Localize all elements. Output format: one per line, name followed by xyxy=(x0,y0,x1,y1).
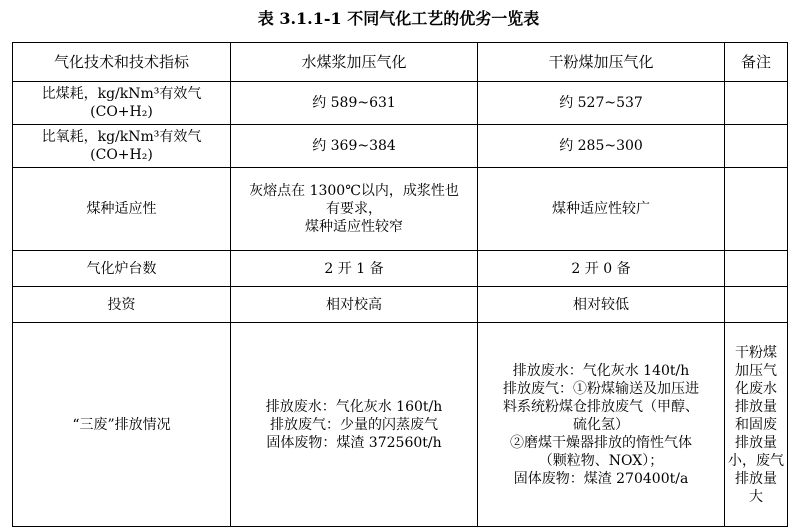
cell-water-slurry: 灰熔点在 1300℃以内，成浆性也 有要求， 煤种适应性较窄 xyxy=(231,168,478,251)
comparison-table xyxy=(12,42,788,527)
row-label: “三废”排放情况 xyxy=(13,323,231,527)
row-label: 比氧耗，kg/kNm³有效气 (CO+H₂) xyxy=(13,125,231,168)
table-header-row xyxy=(13,43,788,82)
table-row xyxy=(13,251,788,287)
table-row xyxy=(13,287,788,323)
header-indicator: 气化技术和技术指标 xyxy=(13,43,231,82)
cell-water-slurry: 2 开 1 备 xyxy=(231,251,478,287)
header-dry-powder: 干粉煤加压气化 xyxy=(478,43,725,82)
cell-dry-powder: 相对较低 xyxy=(478,287,725,323)
cell-note xyxy=(725,82,788,125)
row-label: 比煤耗，kg/kNm³有效气 (CO+H₂) xyxy=(13,82,231,125)
cell-water-slurry: 相对校高 xyxy=(231,287,478,323)
cell-note xyxy=(725,251,788,287)
row-label: 煤种适应性 xyxy=(13,168,231,251)
cell-water-slurry: 排放废水：气化灰水 160t/h 排放废气：少量的闪蒸废气 固体废物：煤渣 372560t/h xyxy=(231,323,478,527)
cell-water-slurry: 约 589~631 xyxy=(231,82,478,125)
header-note: 备注 xyxy=(725,43,788,82)
row-label: 气化炉台数 xyxy=(13,251,231,287)
table-row xyxy=(13,323,788,527)
table-title: 表 3.1.1-1 不同气化工艺的优劣一览表 xyxy=(257,9,540,28)
cell-dry-powder: 约 527~537 xyxy=(478,82,725,125)
cell-note xyxy=(725,287,788,323)
table-row xyxy=(13,82,788,125)
cell-water-slurry: 约 369~384 xyxy=(231,125,478,168)
cell-dry-powder: 2 开 0 备 xyxy=(478,251,725,287)
header-water-slurry: 水煤浆加压气化 xyxy=(231,43,478,82)
cell-note xyxy=(725,125,788,168)
cell-dry-powder: 排放废水：气化灰水 140t/h 排放废气：①粉煤输送及加压进 料系统粉煤仓排放废气（甲醇、 硫化氢） ②磨煤干燥器排放的惰性气体 （颗粒物、NOX）； 固体废物：煤渣 270400t/a xyxy=(478,323,725,527)
table-row xyxy=(13,168,788,251)
cell-note xyxy=(725,168,788,251)
table-row xyxy=(13,125,788,168)
cell-dry-powder: 煤种适应性较广 xyxy=(478,168,725,251)
row-label: 投资 xyxy=(13,287,231,323)
cell-dry-powder: 约 285~300 xyxy=(478,125,725,168)
cell-note: 干粉煤 加压气 化废水 排放量 和固废 排放量 小，废气 排放量 大 xyxy=(725,323,788,527)
